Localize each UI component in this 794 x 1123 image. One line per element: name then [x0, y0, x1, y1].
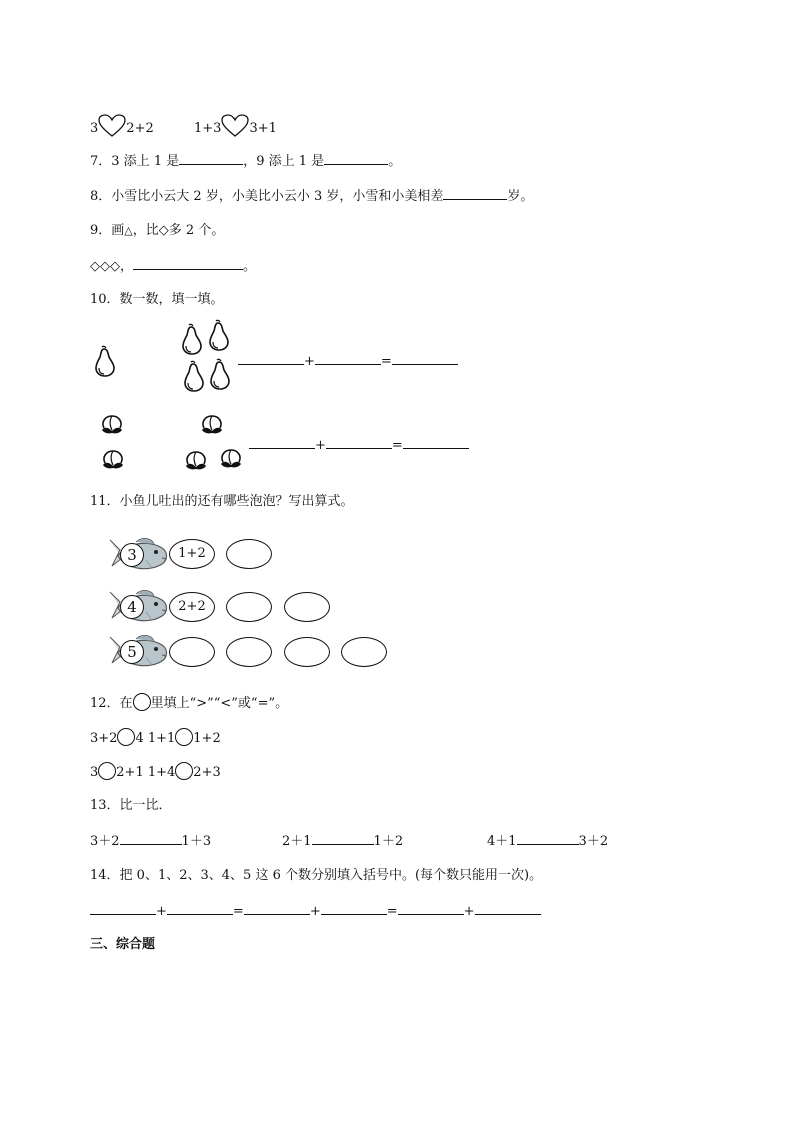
answer-blank[interactable]	[120, 832, 182, 845]
question-7: 7．3 添上 1 是 ，9 添上 1 是 。	[90, 154, 402, 169]
compare-circle[interactable]	[175, 728, 193, 746]
answer-blank[interactable]	[324, 152, 388, 165]
heart-icon	[98, 114, 126, 138]
compare-item: 4＋1 3＋2	[487, 834, 609, 849]
answer-blank[interactable]	[315, 352, 381, 365]
answer-blank[interactable]	[517, 832, 579, 845]
fish-number: 4	[120, 595, 144, 619]
bubble-empty[interactable]	[284, 592, 330, 622]
heart-icon	[221, 114, 249, 138]
question-12-row-1: 3+2 4 1+1 1+2	[90, 728, 221, 748]
question-13: 13．比一比．	[90, 798, 172, 813]
fish-number: 5	[120, 640, 144, 664]
question-12: 12．在 里填上“>”“<”或“=”。	[90, 693, 288, 713]
circle-icon	[133, 693, 151, 711]
question-9: 9．画△，比◇多 2 个。	[90, 223, 225, 238]
section-title: 三、综合题	[90, 937, 156, 952]
peach-equation: + =	[249, 436, 469, 455]
bubble: 2+2	[169, 592, 215, 622]
bubble-empty[interactable]	[169, 637, 215, 667]
pear-icon	[95, 346, 119, 380]
pear-icon	[184, 361, 208, 395]
compare-circle[interactable]	[175, 762, 193, 780]
pear-icon	[210, 359, 234, 393]
answer-blank[interactable]	[443, 187, 507, 200]
peach-icon	[219, 448, 245, 472]
answer-blank[interactable]	[249, 436, 315, 449]
top-compare-row: 3 2+2	[90, 114, 154, 138]
answer-blank[interactable]	[90, 902, 156, 915]
answer-blank[interactable]	[398, 902, 464, 915]
pear-equation: + =	[238, 352, 458, 371]
bubble-empty[interactable]	[341, 637, 387, 667]
bubble-empty[interactable]	[226, 592, 272, 622]
answer-blank[interactable]	[238, 352, 304, 365]
bubble: 1+2	[169, 539, 215, 569]
triangle-icon: △	[124, 224, 133, 237]
peach-icon	[200, 414, 226, 438]
answer-blank[interactable]	[244, 902, 310, 915]
answer-blank[interactable]	[403, 436, 469, 449]
question-9-answer-row: ◇◇◇， 。	[90, 259, 257, 274]
pear-icon	[209, 320, 233, 354]
fish-number: 3	[120, 543, 144, 567]
answer-blank[interactable]	[326, 436, 392, 449]
question-12-row-2: 3 2+1 1+4 2+3	[90, 762, 221, 782]
answer-blank[interactable]	[475, 902, 541, 915]
top-compare-row-2: 1+3 3+1	[194, 114, 277, 138]
question-14-equation: + = + = +	[90, 902, 541, 921]
answer-blank[interactable]	[133, 257, 243, 270]
peach-icon	[184, 450, 210, 474]
compare-item: 3＋2 1＋3	[90, 834, 212, 849]
compare-item: 2＋1 1＋2	[282, 834, 404, 849]
answer-blank[interactable]	[167, 902, 233, 915]
answer-blank[interactable]	[321, 902, 387, 915]
compare-circle[interactable]	[117, 728, 135, 746]
bubble-empty[interactable]	[226, 637, 272, 667]
peach-icon	[101, 449, 127, 473]
bubble-empty[interactable]	[226, 539, 272, 569]
answer-blank[interactable]	[312, 832, 374, 845]
compare-circle[interactable]	[98, 762, 116, 780]
answer-blank[interactable]	[392, 352, 458, 365]
diamond-icon: ◇	[158, 223, 169, 238]
question-10: 10．数一数，填一填。	[90, 292, 224, 307]
question-8: 8．小雪比小云大 2 岁，小美比小云小 3 岁，小雪和小美相差 岁。	[90, 189, 534, 204]
answer-blank[interactable]	[179, 152, 243, 165]
bubble-empty[interactable]	[284, 637, 330, 667]
peach-icon	[100, 414, 126, 438]
question-11: 11．小鱼儿吐出的还有哪些泡泡？写出算式。	[90, 494, 354, 509]
question-14: 14．把 0、1、2、3、4、5 这 6 个数分别填入括号中。(每个数只能用一次)。	[90, 868, 543, 883]
pear-icon	[182, 324, 206, 358]
